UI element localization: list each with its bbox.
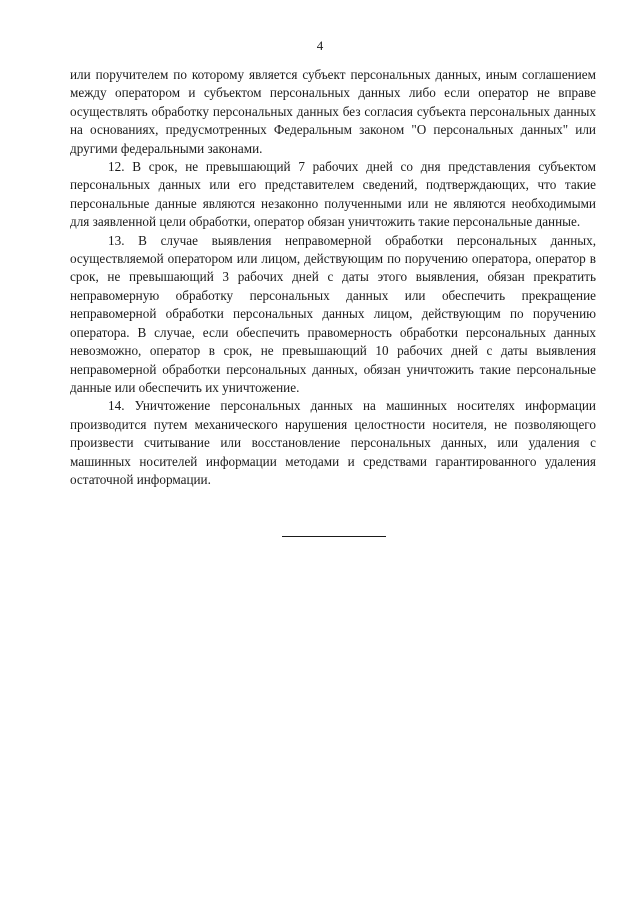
- end-of-document-rule: [282, 536, 386, 537]
- page-number: 4: [316, 38, 324, 53]
- paragraph-14: 14. Уничтожение персональных данных на машинных носителях информации производится путем механического нарушения целостности носителя, не позволяющего произвести считывание или восстановление персональных данных, или удаления с машинных носителей информации методами и средствами гарантированного удаления остаточной информации.: [70, 398, 596, 487]
- paragraph-12: 12. В срок, не превышающий 7 рабочих дней со дня представления субъектом персональных данных или его представителем сведений, подтверждающих, что такие персональные данные являются незаконно полученными или не являются необходимыми для заявленной цели обработки, оператор обязан уничтожить такие персональные данные.: [70, 159, 596, 230]
- document-body: [70, 66, 596, 489]
- paragraph-continuation: или поручителем по которому является субъект персональных данных, иным соглашением между оператором и субъектом персональных данных либо если оператор не вправе осуществлять обработку персональных данных без согласия субъекта персональных данных на основаниях, предусмотренных Федеральным законом "О персональных данных" или другими федеральными законами.: [70, 67, 596, 156]
- paragraph-13: 13. В случае выявления неправомерной обработки персональных данных, осуществляемой оператором или лицом, действующим по поручению оператора, оператор в срок, не превышающий 3 рабочих дней с даты этого выявления, обязан прекратить неправомерную обработку персональных данных или обеспечить прекращение неправомерной обработки персональных данных лицом, действующим по поручению оператора. В случае, если обеспечить правомерность обработки персональных данных невозможно, оператор в срок, не превышающий 10 рабочих дней с даты выявления неправомерной обработки персональных данных, обязан уничтожить такие персональные данные или обеспечить их уничтожение.: [70, 232, 596, 395]
